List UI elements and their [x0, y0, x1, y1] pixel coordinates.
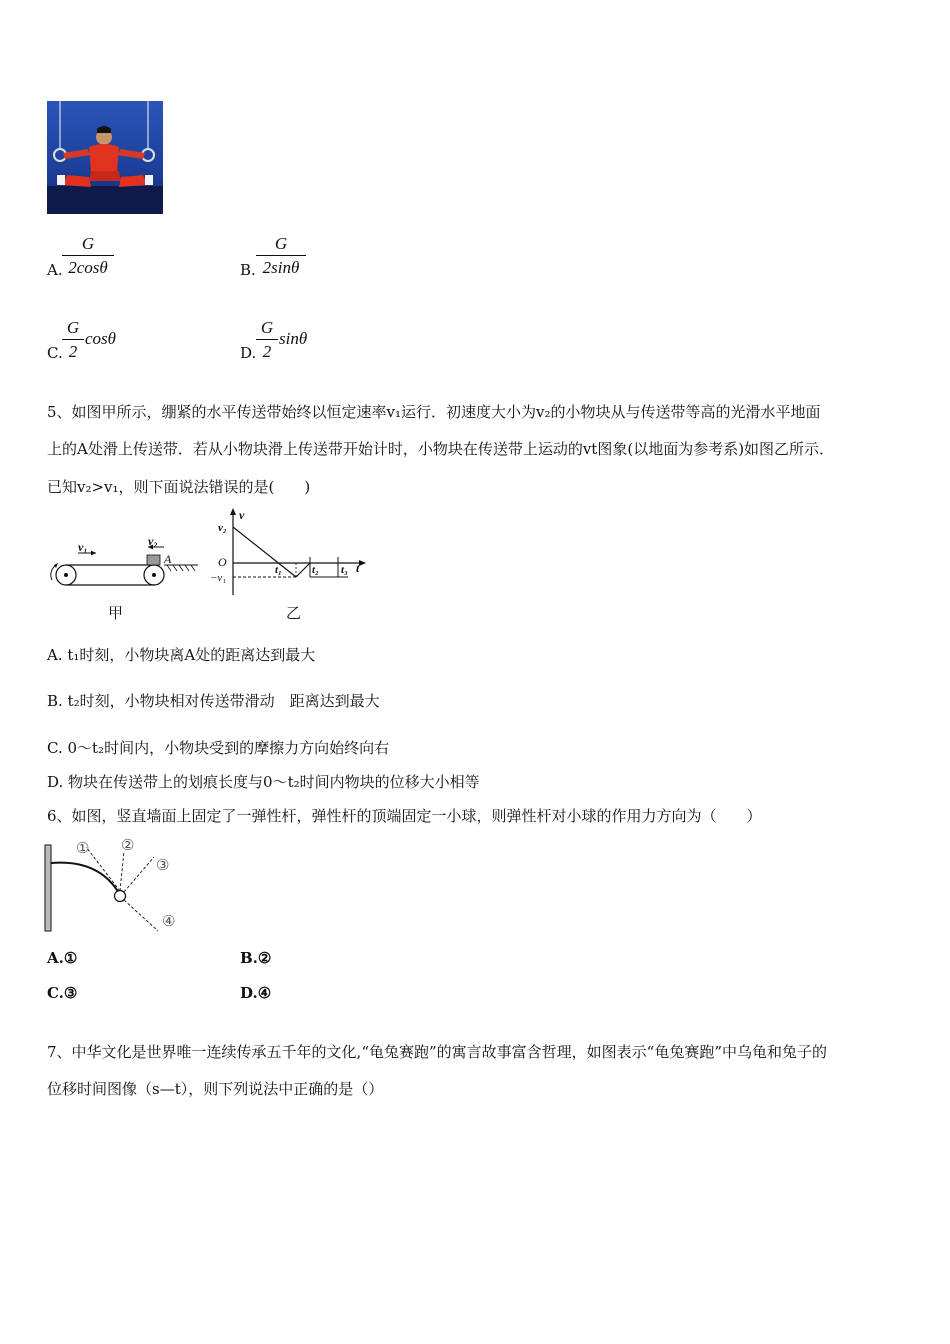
q4-option-c-label: C. — [47, 344, 63, 362]
vt-neg-v1-label: −v₁ — [210, 572, 227, 584]
q5-option-a: A. t₁时刻，小物块离A处的距离达到最大 — [47, 646, 316, 664]
q5-figure-conveyor — [40, 525, 210, 625]
q6-option-c: C.③ — [47, 984, 78, 1002]
q4-option-b-label: B. — [240, 261, 256, 279]
vt-origin-label: O — [218, 555, 227, 569]
q7-stem-line-1: 7、中华文化是世界唯一连续传承五千年的文化,“龟兔赛跑”的寓言故事富含哲理，如图表示“龟兔赛跑”中乌龟和兔子的 — [47, 1043, 827, 1061]
rod-marker-2: ② — [121, 836, 135, 854]
q4-option-c-fraction — [62, 317, 84, 364]
q6-option-b: B.② — [240, 949, 272, 967]
q5-stem-line-2: 上的A处滑上传送带．若从小物块滑上传送带开始计时，小物块在传送带上运动的vt图象(以地面为参考系)如图乙所示． — [47, 440, 835, 458]
q5-stem-line-3: 已知v₂>v₁，则下面说法错误的是( ) — [47, 478, 311, 496]
conveyor-v2-label: v₂ — [148, 534, 158, 548]
vt-v2-label: v₂ — [218, 522, 227, 534]
q6-stem: 6、如图，竖直墙面上固定了一弹性杆，弹性杆的顶端固定一小球，则弹性杆对小球的作用力方向为（ ） — [47, 807, 762, 825]
q4-option-d-fraction — [256, 317, 278, 364]
q4-option-c-numerator: G — [62, 317, 84, 340]
q4-option-a-label: A. — [47, 261, 63, 279]
q5-option-d: D. 物块在传送带上的划痕长度与0～t₂时间内物块的位移大小相等 — [47, 773, 480, 791]
rod-marker-3: ③ — [156, 856, 170, 874]
conveyor-v1-label: v₁ — [78, 540, 88, 554]
q4-option-d-numerator: G — [256, 317, 278, 340]
vt-t1-label: t₁ — [275, 564, 282, 576]
q4-option-b-numerator: G — [256, 233, 306, 256]
q4-option-b-fraction — [256, 233, 306, 280]
q4-option-c-trig: cosθ — [85, 329, 117, 348]
vt-t3-label: t₃ — [341, 564, 348, 576]
vt-axis-t-label: t — [356, 561, 360, 575]
q6-option-a: A.① — [47, 949, 78, 967]
q4-option-c-denominator: 2 — [68, 342, 78, 361]
conveyor-point-a-label: A — [164, 552, 172, 566]
q4-option-d-trig: sinθ — [279, 329, 308, 348]
rod-marker-1: ① — [76, 839, 90, 857]
vt-t2-label: t₂ — [312, 564, 319, 576]
q5-figure-vt-graph — [208, 505, 378, 625]
vt-axis-v-label: v — [239, 508, 245, 522]
q7-stem-line-2: 位移时间图像（s—t），则下列说法中正确的是（） — [47, 1080, 384, 1098]
gymnast-photo — [47, 101, 163, 214]
q5-stem-line-1: 5、如图甲所示，绷紧的水平传送带始终以恒定速率v₁运行．初速度大小为v₂的小物块从与传送带等高的光滑水平地面 — [47, 403, 821, 421]
q6-figure-elastic-rod — [40, 835, 190, 935]
q5-option-b: B. t₂时刻，小物块相对传送带滑动 距离达到最大 — [47, 692, 380, 710]
q6-option-d: D.④ — [240, 984, 272, 1002]
vt-caption: 乙 — [286, 604, 302, 622]
q4-option-a-fraction — [62, 233, 114, 280]
q4-option-d-denominator: 2 — [262, 342, 272, 361]
conveyor-caption: 甲 — [108, 604, 124, 622]
q4-option-a-denominator: 2cosθ — [68, 258, 108, 277]
q4-option-a-numerator: G — [62, 233, 114, 256]
q4-option-b-denominator: 2sinθ — [262, 258, 300, 277]
q4-option-d-label: D. — [240, 344, 257, 362]
q5-option-c: C. 0～t₂时间内，小物块受到的摩擦力方向始终向右 — [47, 739, 390, 757]
rod-marker-4: ④ — [162, 912, 176, 930]
